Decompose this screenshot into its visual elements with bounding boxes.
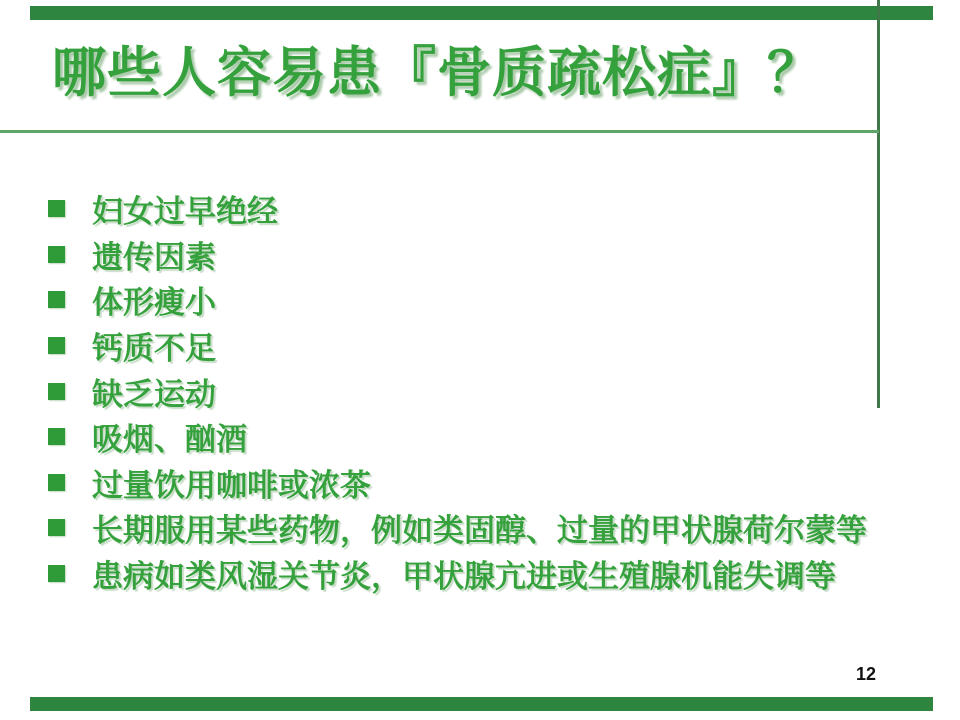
bullet-text: 长期服用某些药物，例如类固醇、过量的甲状腺荷尔蒙等	[92, 513, 867, 549]
list-item	[48, 186, 928, 232]
bullet-list	[48, 186, 928, 596]
bullet-text: 吸烟、酗酒	[92, 422, 247, 458]
page-number: 12	[856, 664, 877, 684]
bottom-accent-bar	[30, 697, 933, 711]
slide-title: 哪些人容易患『骨质疏松症』？	[52, 43, 822, 103]
title-underline-rule	[0, 130, 879, 133]
bullet-text: 遗传因素	[92, 239, 216, 275]
bullet-square-icon	[48, 337, 65, 354]
bullet-square-icon	[48, 474, 65, 491]
list-item	[48, 277, 928, 323]
list-item	[48, 551, 928, 597]
bullet-square-icon	[48, 200, 65, 217]
list-item	[48, 232, 928, 278]
list-item	[48, 414, 928, 460]
bullet-text: 缺乏运动	[92, 376, 216, 412]
bullet-square-icon	[48, 519, 65, 536]
bullet-text: 妇女过早绝经	[92, 194, 278, 230]
bullet-text: 过量饮用咖啡或浓茶	[92, 467, 371, 503]
bullet-text: 体形瘦小	[92, 285, 216, 321]
list-item	[48, 505, 928, 551]
list-item	[48, 368, 928, 414]
bullet-square-icon	[48, 246, 65, 263]
bullet-square-icon	[48, 565, 65, 582]
list-item	[48, 460, 928, 506]
top-accent-bar	[30, 6, 933, 20]
bullet-square-icon	[48, 291, 65, 308]
bullet-text: 钙质不足	[92, 331, 216, 367]
list-item	[48, 323, 928, 369]
bullet-square-icon	[48, 428, 65, 445]
bullet-text: 患病如类风湿关节炎，甲状腺亢进或生殖腺机能失调等	[92, 559, 836, 595]
bullet-square-icon	[48, 383, 65, 400]
